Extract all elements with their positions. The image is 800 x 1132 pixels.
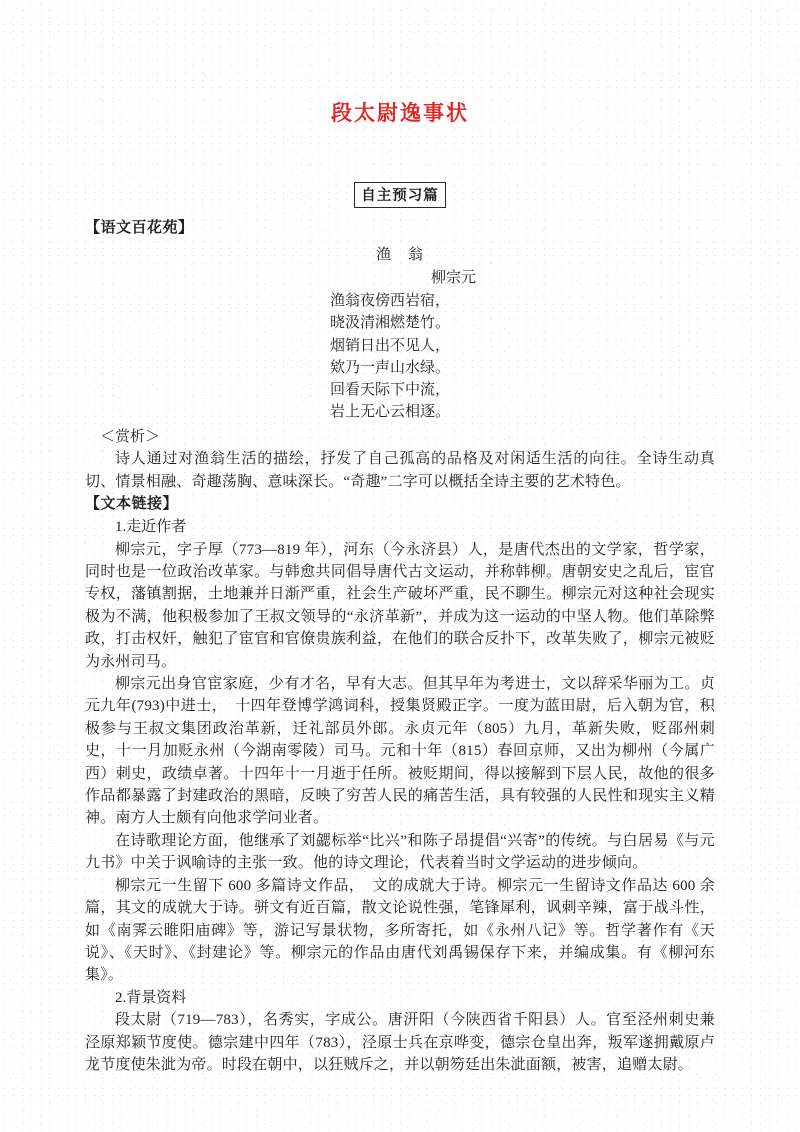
poem-line: 烟销日出不见人， [330, 337, 451, 354]
author-paragraph: 柳宗元一生留下 600 多篇诗文作品， 文的成就大于诗。柳宗元一生留诗文作品达 600 余篇，其文的成就大于诗。骈文有近百篇，散文论说性强，笔锋犀利，讽刺辛辣，富于战斗性，如《南霁云睢阳庙碑》等，游记写景状物，多所寄托，如《永州八记》等。哲学著作有《天说》、《天时》、《封建论》等。柳宗元的作品由唐代刘禹锡保存下来，并编成集。有《柳河东集》。 [85, 877, 715, 984]
author-paragraph: 柳宗元，字子厚（773—819 年），河东（今永济县）人，是唐代杰出的文学家，哲学家，同时也是一位政治改革家。与韩愈共同倡导唐代古文运动，并称韩柳。唐朝安史之乱后，宦官专权，藩镇割据，土地兼并日渐严重，社会生产破坏严重，民不聊生。柳宗元对这种社会现实极为不满，他积极参加了王叔文领导的“永济革新”，并成为这一运动的中坚人物。他们革除弊政，打击权奸，触犯了宦官和官僚贵族利益，在他们的联合反扑下，改革失败了，柳宗元被贬为永州司马。 [85, 541, 715, 670]
poem-line: 渔翁夜傍西岩宿， [330, 293, 451, 309]
author-paragraph: 柳宗元出身官宦家庭，少有才名，早有大志。但其早年为考进士，文以辞采华丽为工。贞元九年(793)中进士， 十四年登博学鸿词科，授集贤殿正字。一度为蓝田尉，后入朝为官，积极参与王叔文集团政治革新，迁礼部员外郎。永贞元年（805）九月，革新失败，贬邵州刺史，十一月加贬永州（今湖南零陵）司马。元和十年（815）春回京师，又出为柳州（今属广西）刺史，政绩卓著。十四年十一月逝于任所。被贬期间，得以接解到下层人民，故他的很多作品都暴露了封建政治的黑暗，反映了穷苦人民的痛苦生活，具有较强的人民性和现实主义精神。南方人士颇有向他求学问业者。 [85, 676, 715, 827]
appreciation-text: 诗人通过对渔翁生活的描绘，抒发了自己孤高的品格及对闲适生活的向往。全诗生动真切、情景相融、奇趣荡胸、意味深长。“奇趣”二字可以概括全诗主要的艺术特色。 [85, 451, 715, 490]
author-paragraph: 在诗歌理论方面，他继承了刘勰标举“比兴”和陈子昂提倡“兴寄”的传统。与白居易《与元九书》中关于讽喻诗的主张一致。他的诗文理论，代表着当时文学运动的进步倾向。 [85, 832, 715, 872]
appreciation-heading: ＜赏析＞ [100, 428, 161, 445]
section-badge: 自主预习篇 [354, 182, 446, 208]
poem-line: 回看天际下中流， [330, 382, 451, 399]
poem-author: 柳宗元 [430, 270, 476, 286]
page-title: 段太尉逸事状 [331, 101, 469, 125]
garden-heading: 【语文百花苑】 [85, 220, 194, 236]
poem-line: 岩上无心云相逐。 [330, 404, 451, 421]
subheading-background: 2.背景资料 [115, 989, 187, 1006]
subheading-author: 1.走近作者 [115, 519, 187, 536]
poem-line: 晓汲清湘燃楚竹。 [330, 315, 451, 332]
section-badge-row [85, 182, 715, 208]
text-link-heading: 【文本链接】 [85, 496, 179, 513]
poem-line: 欸乃一声山水绿。 [330, 359, 451, 376]
poem-title: 渔 翁 [375, 247, 424, 263]
background-paragraph: 段太尉（719—783），名秀实，字成公。唐汧阳（今陕西省千阳县）人。官至泾州刺史兼泾原郑颖节度使。德宗建中四年（783），泾原士兵在京哗变，德宗仓皇出奔，叛军遂拥戴原卢龙节度使朱泚为帝。时段在朝中，以狂贼斥之，并以朝笏廷出朱泚面额，被害，追赠太尉。 [85, 1012, 715, 1074]
poem-block [320, 244, 480, 424]
